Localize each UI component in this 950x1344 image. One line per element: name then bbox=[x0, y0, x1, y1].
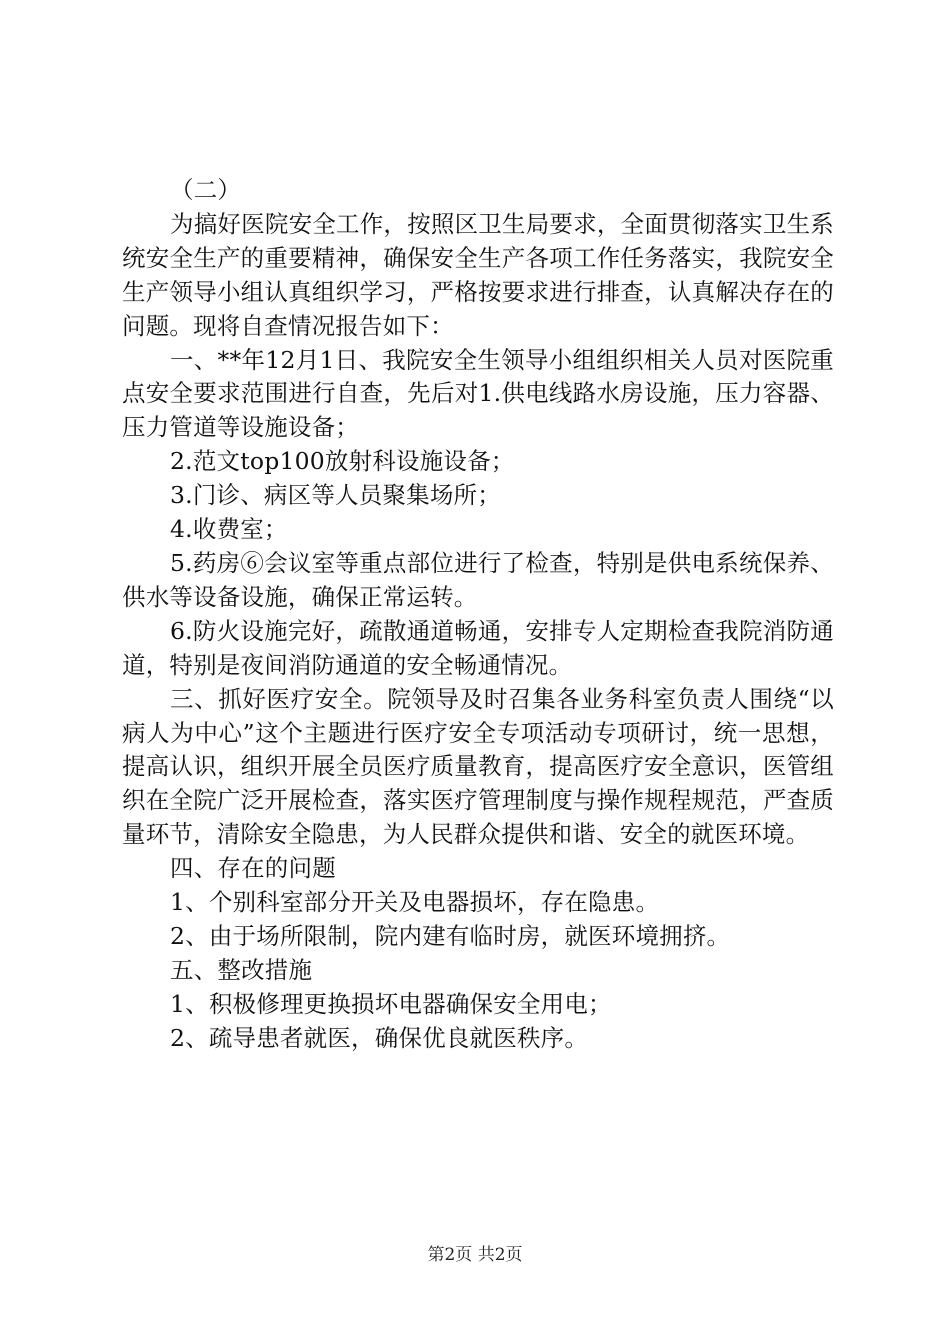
paragraph-item-4: 4.收费室； bbox=[170, 515, 288, 544]
paragraph-measure-1: 1、积极修理更换损坏电器确保安全用电； bbox=[170, 989, 612, 1018]
paragraph-item-2: 2.范文top100放射科设施设备； bbox=[170, 447, 515, 476]
paragraph-section-four-title: 四、存在的问题 bbox=[170, 854, 336, 883]
document-body bbox=[122, 174, 834, 1056]
paragraph-section-three: 三、抓好医疗安全。院领导及时召集各业务科室负责人围绕“以病人为中心”这个主题进行医疗安全专项活动专项研讨，统一思想，提高认识，组织开展全员医疗质量教育，提高医疗安全意识，医管组织在全院广泛开展检查，落实医疗管理制度与操作规程规范，严查质量环节，清除安全隐患，为人民群众提供和谐、安全的就医环境。 bbox=[122, 684, 834, 849]
paragraph-problem-2: 2、由于场所限制，院内建有临时房，就医环境拥挤。 bbox=[170, 921, 731, 950]
paragraph-item-6: 6.防火设施完好，疏散通道畅通，安排专人定期检查我院消防通道，特别是夜间消防通道的安全畅通情况。 bbox=[122, 616, 834, 679]
paragraph-intro: 为搞好医院安全工作，按照区卫生局要求，全面贯彻落实卫生系统安全生产的重要精神，确保安全生产各项工作任务落实，我院安全生产领导小组认真组织学习，严格按要求进行排查，认真解决存在的问题。现将自查情况报告如下： bbox=[122, 209, 834, 340]
paragraph-section-five-title: 五、整改措施 bbox=[170, 955, 313, 984]
paragraph-problem-1: 1、个别科室部分开关及电器损坏，存在隐患。 bbox=[170, 888, 660, 917]
paragraph-heading: （二） bbox=[170, 176, 242, 204]
paragraph-item-5: 5.药房⑥会议室等重点部位进行了检查，特别是供电系统保养、供水等设备设施，确保正常运转。 bbox=[122, 548, 834, 611]
paragraph-measure-2: 2、疏导患者就医，确保优良就医秩序。 bbox=[170, 1023, 589, 1052]
paragraph-item-3: 3.门诊、病区等人员聚集场所； bbox=[170, 481, 501, 510]
paragraph-section-one: 一、**年12月1日、我院安全生领导小组组织相关人员对医院重点安全要求范围进行自查，先后对1.供电线路水房设施，压力容器、压力管道等设施设备； bbox=[122, 345, 834, 442]
page-footer: 第2页 共2页 bbox=[427, 1245, 523, 1265]
